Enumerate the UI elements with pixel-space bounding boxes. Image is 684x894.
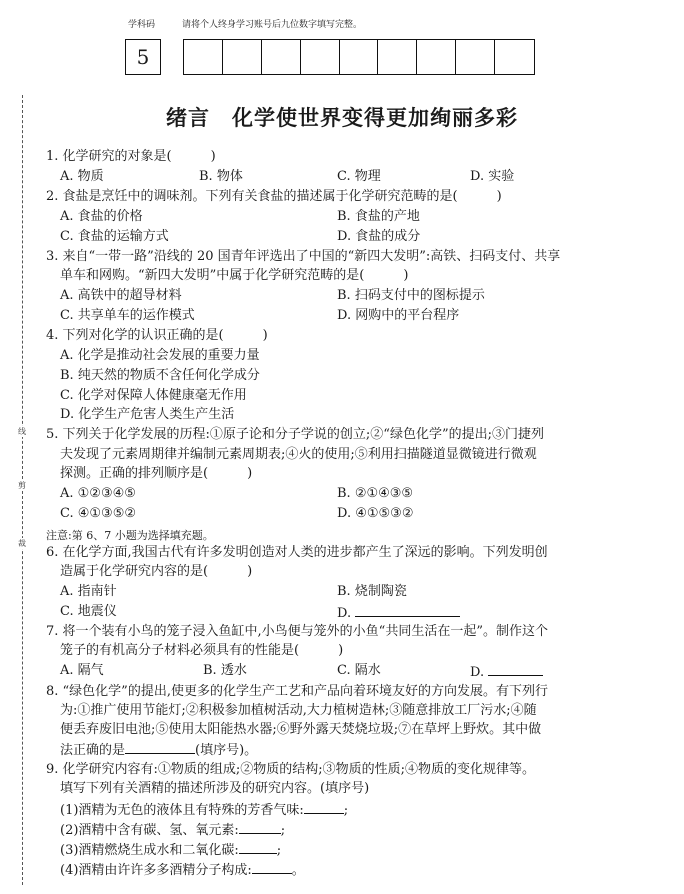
question-4-option-c[interactable]: C. 化学对保障人体健康毫无作用 [60, 388, 247, 403]
question-6-stem-line-2: 造属于化学研究内容的是( ) [60, 564, 253, 579]
question-7-option-d[interactable] [470, 663, 543, 681]
question-1-option-a[interactable]: A. 物质 [60, 169, 104, 184]
section-note: 注意:第 6、7 小题为选择填充题。 [46, 529, 214, 542]
answer-blank[interactable] [239, 821, 281, 834]
answer-blank[interactable] [239, 841, 277, 854]
subject-code-label: 学科码 [128, 20, 156, 30]
question-9-item-text: (3)酒精燃烧生成水和二氧化碳: [60, 843, 239, 858]
question-7-stem-line-2: 笼子的有机高分子材料必须具有的性能是( ) [60, 643, 344, 658]
question-8-line-1: 8. “绿色化学”的提出,使更多的化学生产工艺和产品向着环境友好的方向发展。有下列行 [46, 684, 548, 699]
question-7-option-b[interactable]: B. 透水 [203, 663, 247, 678]
cut-line-char: 裁 [18, 539, 26, 548]
question-9-item [60, 841, 281, 859]
question-5-stem-line-1: 5. 下列关于化学发展的历程:①原子论和分子学说的创立;②“绿色化学”的提出;③门捷列 [46, 427, 544, 442]
option-d-label: D. [470, 665, 489, 680]
question-7-option-a[interactable]: A. 隔气 [60, 663, 104, 678]
question-7-stem-line-1: 7. 将一个装有小鸟的笼子浸入鱼缸中,小鸟便与笼外的小鱼“共同生活在一起”。制作这个 [46, 624, 548, 639]
question-3-stem-line-1: 3. 来自“一带一路”沿线的 20 国青年评选出了中国的“新四大发明”:高铁、扫码支付、共享 [46, 249, 561, 264]
question-7-option-c[interactable]: C. 隔水 [337, 663, 381, 678]
question-9-item-end: ; [280, 823, 286, 838]
question-2-option-b[interactable]: B. 食盐的产地 [337, 209, 420, 224]
subject-code-box: 5 [125, 39, 161, 75]
question-5-stem-line-2: 夫发现了元素周期律并编制元素周期表;④火的使用;⑤利用扫描隧道显微镜进行微观 [60, 447, 537, 462]
id-digit-box[interactable] [378, 40, 417, 74]
option-d-label: D. [337, 606, 356, 621]
question-5-option-c[interactable]: C. ④①③⑤② [60, 506, 137, 521]
cut-line-char: 剪 [18, 481, 26, 490]
question-2-option-d[interactable]: D. 食盐的成分 [337, 229, 421, 244]
question-9-item-end: 。 [291, 863, 305, 878]
question-9-item-text: (1)酒精为无色的液体且有特殊的芳香气味: [60, 803, 304, 818]
question-9-line-1: 9. 化学研究内容有:①物质的组成;②物质的结构;③物质的性质;④物质的变化规律等。 [46, 762, 536, 777]
question-6-stem-line-1: 6. 在化学方面,我国古代有许多发明创造对人类的进步都产生了深远的影响。下列发明创 [46, 545, 548, 560]
id-digit-box[interactable] [456, 40, 495, 74]
answer-blank[interactable] [252, 861, 292, 874]
question-3-option-d[interactable]: D. 网购中的平台程序 [337, 308, 460, 323]
question-9-item-end: ; [276, 843, 282, 858]
question-1-stem: 1. 化学研究的对象是( ) [46, 149, 216, 164]
question-1-option-c[interactable]: C. 物理 [337, 169, 381, 184]
question-4-stem: 4. 下列对化学的认识正确的是( ) [46, 328, 268, 343]
answer-blank[interactable] [304, 801, 344, 814]
question-8-line-2: 为:①推广使用节能灯;②积极参加植树活动,大力植树造林;③随意排放工厂污水;④随 [60, 703, 537, 718]
question-9-item-end: ; [343, 803, 349, 818]
question-6-option-b[interactable]: B. 烧制陶瓷 [337, 584, 407, 599]
id-digit-box[interactable] [301, 40, 340, 74]
question-5-option-d[interactable]: D. ④①⑤③② [337, 506, 414, 521]
question-8-line-4 [60, 741, 257, 759]
question-2-stem: 2. 食盐是烹饪中的调味剂。下列有关食盐的描述属于化学研究范畴的是( ) [46, 189, 502, 204]
question-5-option-a[interactable]: A. ①②③④⑤ [60, 486, 136, 501]
question-3-option-a[interactable]: A. 高铁中的超导材料 [60, 288, 182, 303]
question-3-option-b[interactable]: B. 扫码支付中的图标提示 [337, 288, 485, 303]
question-3-option-c[interactable]: C. 共享单车的运作模式 [60, 308, 195, 323]
question-2-option-a[interactable]: A. 食盐的价格 [60, 209, 143, 224]
id-digit-box[interactable] [223, 40, 262, 74]
question-3-stem-line-2: 单车和网购。“新四大发明”中属于化学研究范畴的是( ) [60, 268, 409, 283]
question-5-stem-line-3: 探测。正确的排列顺序是( ) [60, 466, 253, 481]
question-6-option-d[interactable] [337, 604, 460, 622]
question-9-line-2: 填写下列有关酒精的描述所涉及的研究内容。(填序号) [60, 781, 370, 796]
question-6-option-a[interactable]: A. 指南针 [60, 584, 117, 599]
id-digit-box[interactable] [184, 40, 223, 74]
question-9-item [60, 801, 348, 819]
cut-line-char: 线 [18, 427, 26, 436]
question-1-option-d[interactable]: D. 实验 [470, 169, 515, 184]
question-2-option-c[interactable]: C. 食盐的运输方式 [60, 229, 169, 244]
question-4-option-b[interactable]: B. 纯天然的物质不含任何化学成分 [60, 368, 260, 383]
question-1-option-b[interactable]: B. 物体 [199, 169, 243, 184]
question-8-prefix: 法正确的是 [60, 743, 126, 758]
question-6-option-c[interactable]: C. 地震仪 [60, 604, 117, 619]
id-number-boxes[interactable] [183, 39, 535, 75]
question-9-item [60, 861, 305, 879]
question-9-item-text: (2)酒精中含有碳、氢、氧元素: [60, 823, 239, 838]
answer-blank[interactable] [355, 604, 460, 617]
id-digit-box[interactable] [417, 40, 456, 74]
question-4-option-a[interactable]: A. 化学是推动社会发展的重要力量 [60, 348, 260, 363]
question-5-option-b[interactable]: B. ②①④③⑤ [337, 486, 414, 501]
page-title: 绪言 化学使世界变得更加绚丽多彩 [166, 106, 518, 130]
answer-blank[interactable] [125, 741, 195, 754]
question-9-item [60, 821, 285, 839]
question-8-suffix: (填序号)。 [195, 743, 258, 758]
id-instruction: 请将个人终身学习账号后九位数字填写完整。 [182, 20, 363, 30]
id-digit-box[interactable] [262, 40, 301, 74]
question-4-option-d[interactable]: D. 化学生产危害人类生产生活 [60, 407, 235, 422]
question-8-line-3: 便丢弃废旧电池;⑤使用太阳能热水器;⑥野外露天焚烧垃圾;⑦在草坪上野炊。其中做 [60, 722, 542, 737]
question-9-item-text: (4)酒精由许许多多酒精分子构成: [60, 863, 252, 878]
answer-blank[interactable] [488, 663, 543, 676]
id-digit-box[interactable] [495, 40, 534, 74]
id-digit-box[interactable] [340, 40, 379, 74]
